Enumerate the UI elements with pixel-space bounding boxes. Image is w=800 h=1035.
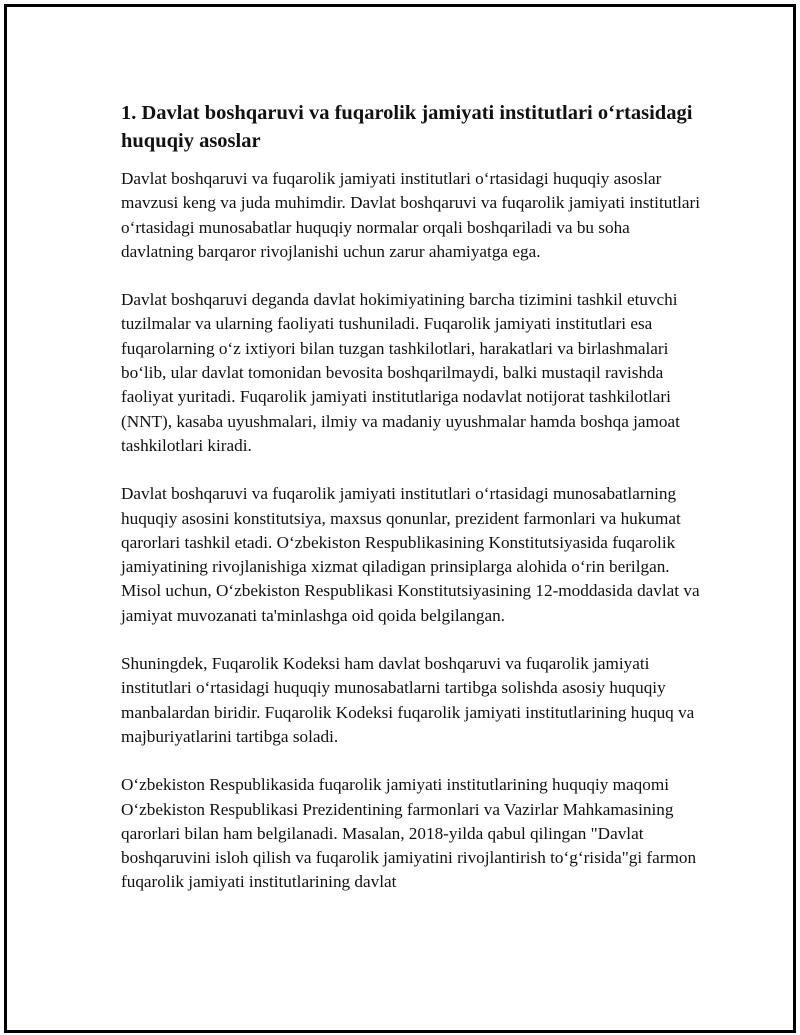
page-frame	[4, 4, 796, 1033]
paragraph-definition: Davlat boshqaruvi deganda davlat hokimiyatining barcha tizimini tashkil etuvchi tuzilmalar va ularning faoliyati tushuniladi. Fuqarolik jamiyati institutlari esa fuqarolarning o‘z ixtiyori bilan tuzgan tashkilotlari, harakatlari va birlashmalari bo‘lib, ular davlat tomonidan bevosita boshqarilmaydi, balki mustaqil ravishda faoliyat yuritadi. Fuqarolik jamiyati institutlariga nodavlat notijorat tashkilotlari (NNT), kasaba uyushmalari, ilmiy va madaniy uyushmalar hamda boshqa jamoat tashkilotlari kiradi.	[121, 290, 680, 455]
paragraph-legal-status: O‘zbekiston Respublikasida fuqarolik jamiyati institutlarining huquqiy maqomi O‘zbekiston Respublikasi Prezidentining farmonlari va Vazirlar Mahkamasining qarorlari bilan ham belgilanadi. Masalan, 2018-yilda qabul qilingan "Davlat boshqaruvini isloh qilish va fuqarolik jamiyatini rivojlantirish to‘g‘risida"gi farmon fuqarolik jamiyati institutlarining davlat	[121, 775, 697, 892]
document-body	[121, 99, 706, 919]
paragraph-intro: Davlat boshqaruvi va fuqarolik jamiyati institutlari o‘rtasidagi huquqiy asoslar mavzusi keng va juda muhimdir. Davlat boshqaruvi va fuqarolik jamiyati institutlari o‘rtasidagi munosabatlar huquqiy normalar orqali boshqariladi va bu soha davlatning barqaror rivojlanishi uchun zarur ahamiyatga ega.	[121, 169, 701, 261]
paragraph-civil-code: Shuningdek, Fuqarolik Kodeksi ham davlat boshqaruvi va fuqarolik jamiyati institutlari o‘rtasidagi huquqiy munosabatlarni tartibga solishda asosiy huquqiy manbalardan biridir. Fuqarolik Kodeksi fuqarolik jamiyati institutlarining huquq va majburiyatlarini tartibga soladi.	[121, 654, 695, 746]
section-title: 1. Davlat boshqaruvi va fuqarolik jamiyati institutlari o‘rtasidagi huquqiy asoslar	[121, 102, 693, 152]
paragraph-legal-basis: Davlat boshqaruvi va fuqarolik jamiyati institutlari o‘rtasidagi munosabatlarning huquqiy asosini konstitutsiya, maxsus qonunlar, prezident farmonlari va hukumat qarorlari tashkil etadi. O‘zbekiston Respublikasining Konstitutsiyasida fuqarolik jamiyatining rivojlanishiga xizmat qiladigan prinsiplarga alohida o‘rin berilgan. Misol uchun, O‘zbekiston Respublikasi Konstitutsiyasining 12-moddasida davlat va jamiyat muvozanati ta'minlashga oid qoida belgilangan.	[121, 484, 700, 625]
